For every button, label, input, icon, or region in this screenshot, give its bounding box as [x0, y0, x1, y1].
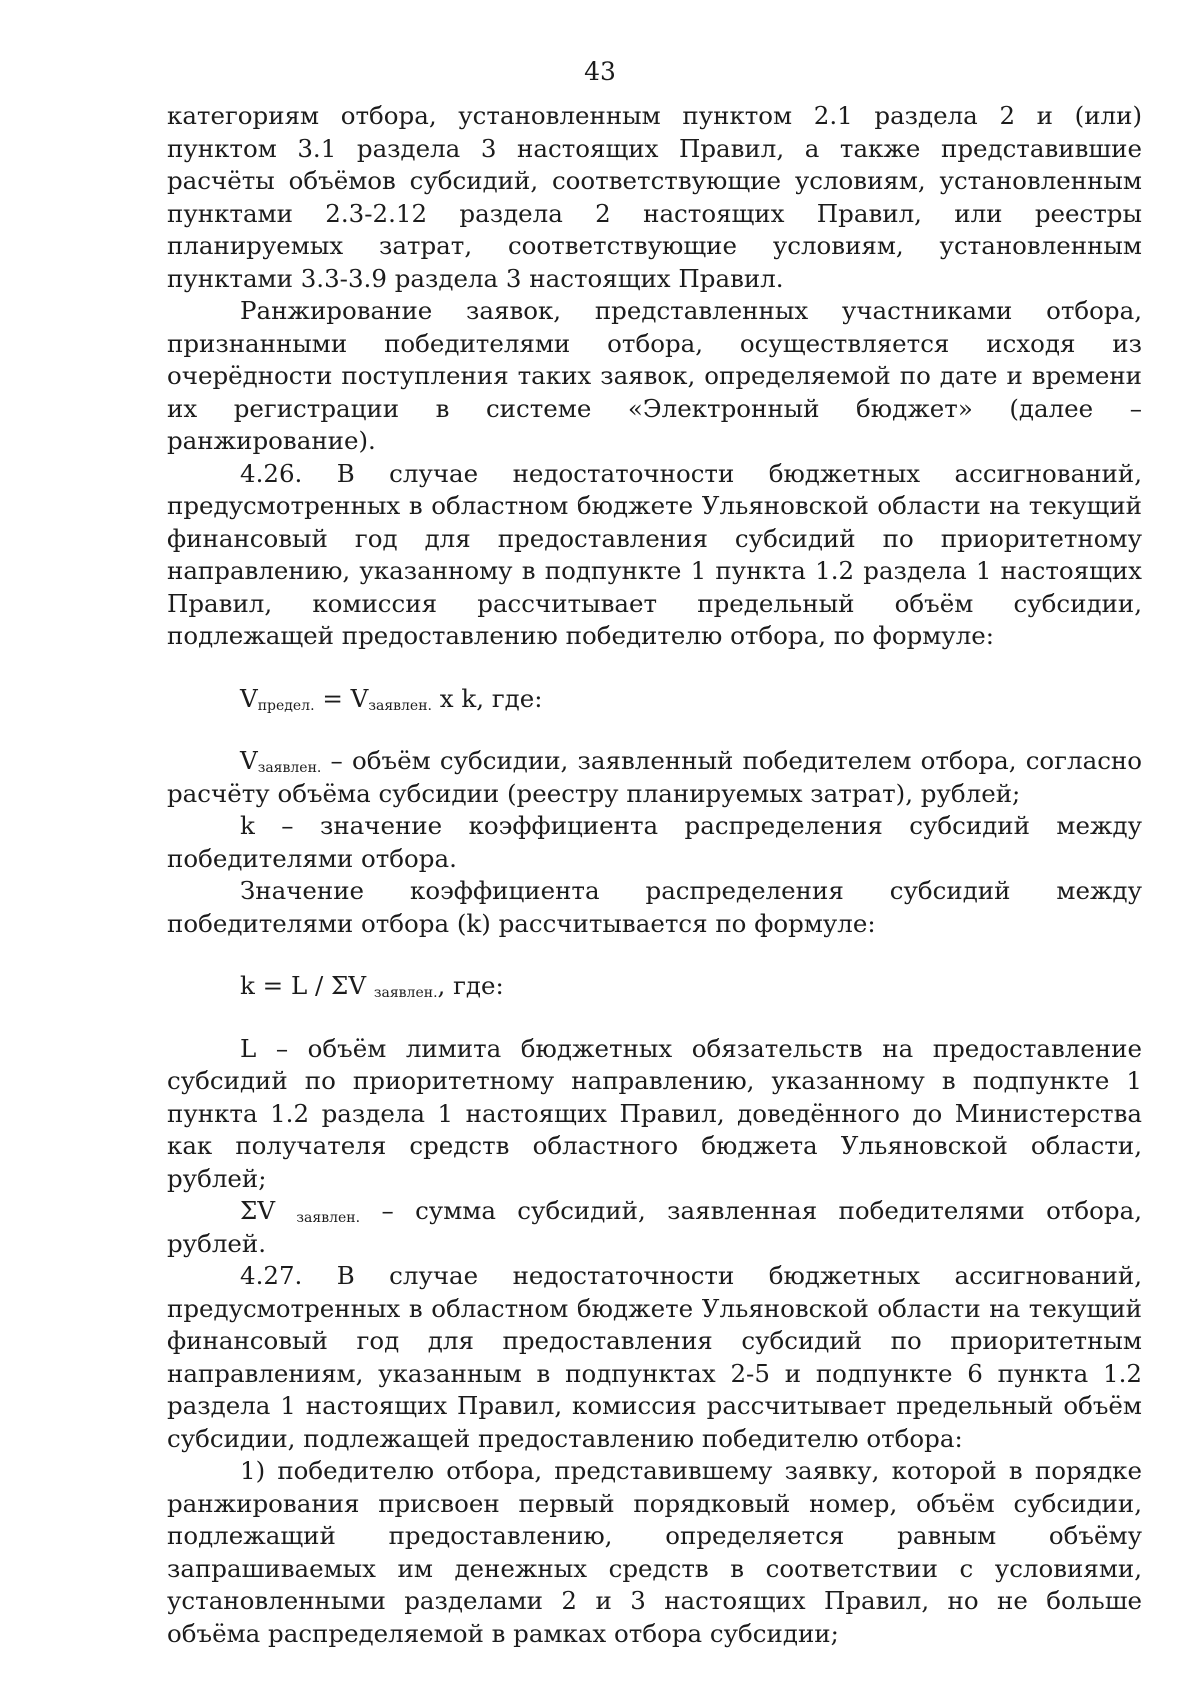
paragraph-item-1: 1) победителю отбора, представившему заявку, которой в порядке ранжирования присвоен первый порядковый номер, объём субсидии, подлежащий предоставлению, определяется равным объёму запрашиваемых им денежных средств в соответствии с условиями, установленными разделами 2 и 3 настоящих Правил, но не больше объёма распределяемой в рамках отбора субсидии;	[167, 1456, 1142, 1648]
formula-v-limit	[167, 683, 1142, 716]
document-body	[167, 100, 1142, 1650]
paragraph-continuation: категориям отбора, установленным пунктом 2.1 раздела 2 и (или) пунктом 3.1 раздела 3 настоящих Правил, а также представившие расчёты объёмов субсидий, соответствующие условиям, установленным пунктами 2.3-2.12 раздела 2 настоящих Правил, или реестры планируемых затрат, соответствующие условиям, установленным пунктами 3.3-3.9 раздела 3 настоящих Правил.	[167, 101, 1142, 293]
spacer	[167, 940, 1142, 970]
formula-k-rest: , где:	[437, 971, 504, 1000]
definition-v-declared	[167, 745, 1142, 810]
formula-sub-declared: заявлен.	[368, 697, 432, 714]
paragraph-ranking: Ранжирование заявок, представленных участниками отбора, признанными победителями отбора, осуществляется исходя из очерёдности поступления таких заявок, определяемой по дате и времени их регистрации в системе «Электронный бюджет» (далее – ранжирование).	[167, 296, 1142, 455]
definition-l: L – объём лимита бюджетных обязательств на предоставление субсидий по приоритетному направлению, указанному в подпункте 1 пункта 1.2 раздела 1 настоящих Правил, доведённого до Министерства как получателя средств областного бюджета Ульяновской области, рублей;	[167, 1033, 1142, 1193]
definition-sum-v	[167, 1195, 1142, 1260]
formula-k-sub: заявлен.	[373, 985, 438, 1001]
spacer	[167, 715, 1142, 745]
formula-sub-limit: предел.	[257, 697, 315, 714]
definition-sum-main: ΣV	[240, 1196, 297, 1225]
definition-k: k – значение коэффициента распределения субсидий между победителями отбора.	[167, 811, 1142, 873]
paragraph-4-26: 4.26. В случае недостаточности бюджетных ассигнований, предусмотренных в областном бюджете Ульяновской области на текущий финансовый год для предоставления субсидий по приоритетному направлению, указанному в подпункте 1 пункта 1.2 раздела 1 настоящих Правил, комиссия рассчитывает предельный объём субсидии, подлежащей предоставлению победителю отбора, по формуле:	[167, 458, 1142, 650]
spacer	[167, 653, 1142, 683]
definition-v: V	[240, 746, 258, 775]
definition-sum-text: – сумма субсидий, заявленная победителями отбора, рублей.	[167, 1196, 1142, 1258]
definition-v-text: – объём субсидии, заявленный победителем отбора, согласно расчёту объёма субсидии (реестру планируемых затрат), рублей;	[167, 746, 1142, 808]
formula-rest: x k, где:	[432, 683, 543, 713]
formula-v: V	[240, 683, 258, 713]
definition-v-sub: заявлен.	[257, 760, 322, 776]
formula-k	[167, 970, 1142, 1003]
spacer	[167, 1003, 1142, 1033]
definition-sum-sub: заявлен.	[296, 1210, 361, 1226]
paragraph-4-27: 4.27. В случае недостаточности бюджетных ассигнований, предусмотренных в областном бюджете Ульяновской области на текущий финансовый год для предоставления субсидий по приоритетным направлениям, указанным в подпунктах 2-5 и подпункте 6 пункта 1.2 раздела 1 настоящих Правил, комиссия рассчитывает предельный объём субсидии, подлежащей предоставлению победителю отбора:	[167, 1261, 1142, 1453]
paragraph-k-formula-intro: Значение коэффициента распределения субсидий между победителями отбора (k) рассчитывается по формуле:	[167, 876, 1142, 938]
formula-eq: = V	[314, 683, 369, 713]
page-number: 43	[584, 57, 616, 86]
formula-k-main: k = L / ΣV	[240, 971, 374, 1000]
